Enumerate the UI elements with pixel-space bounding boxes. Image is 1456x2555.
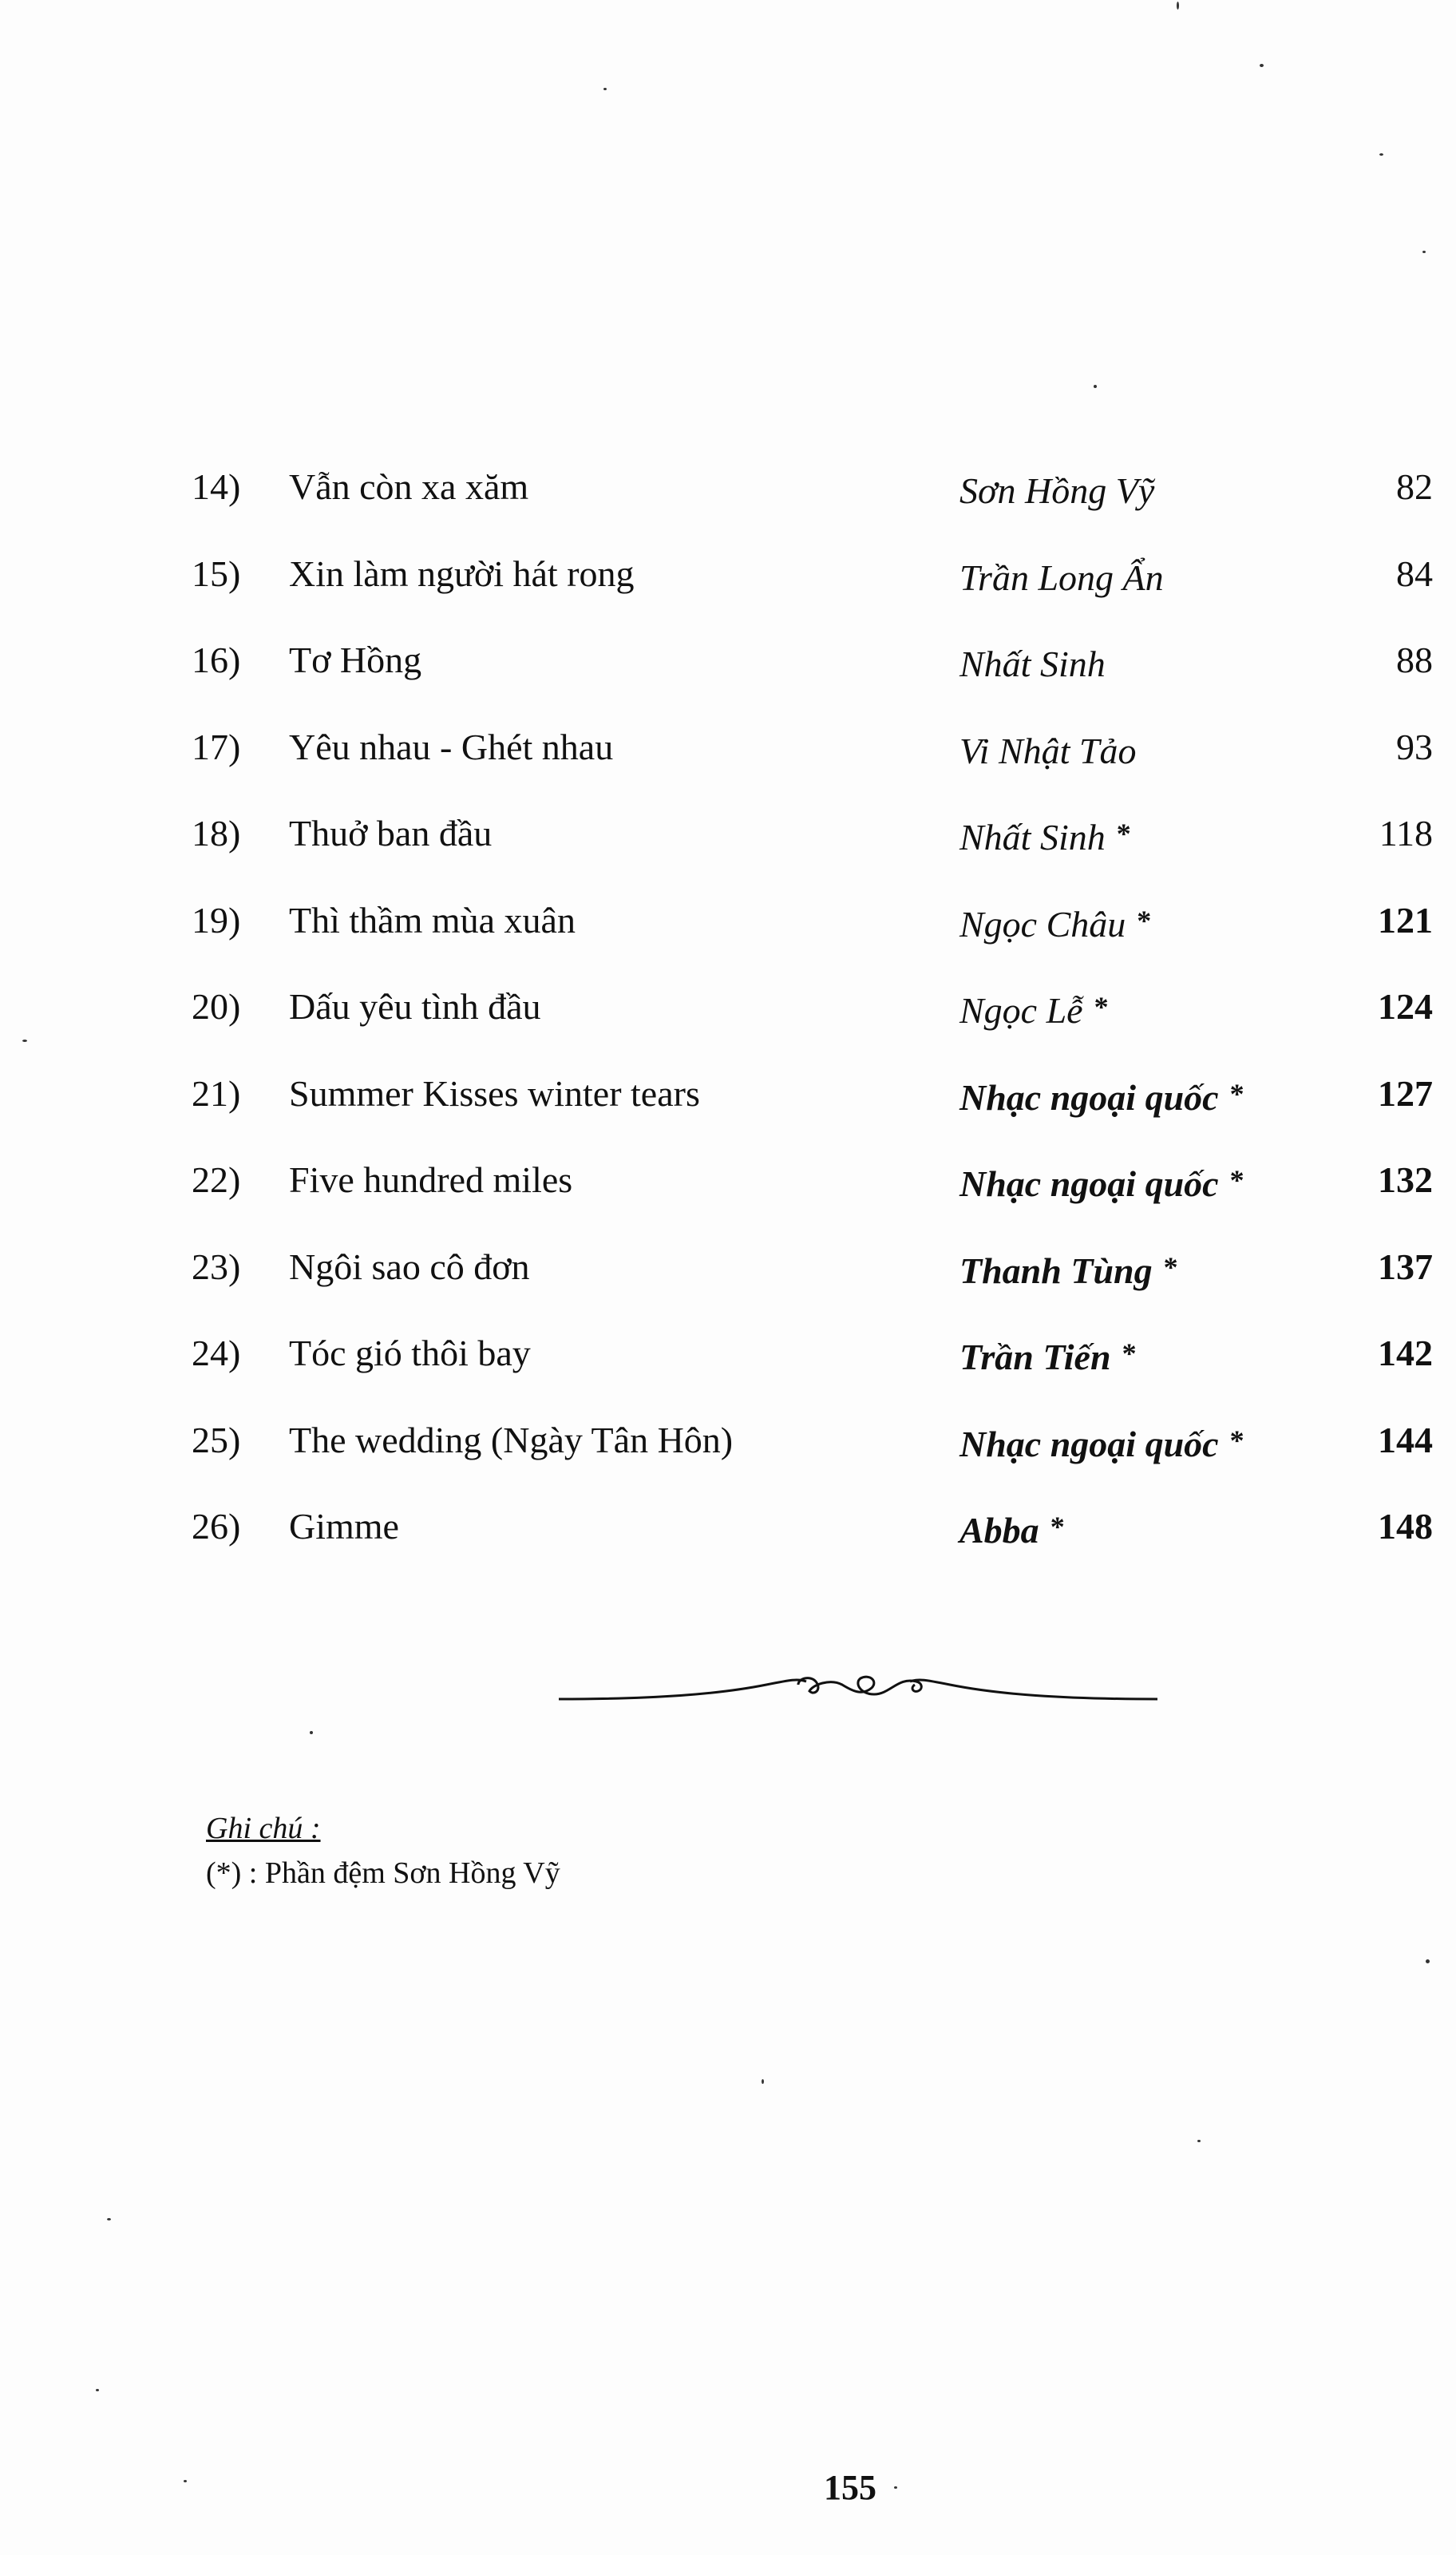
composer: Nhất Sinh: [959, 644, 1106, 684]
song-title: Dấu yêu tình đầu: [289, 986, 541, 1027]
scan-speck: [762, 2079, 764, 2084]
entry-number: 25): [192, 1419, 241, 1460]
page-ref: 88: [1396, 640, 1433, 680]
scan-speck: [1094, 385, 1097, 388]
entry-number: 15): [192, 553, 241, 594]
composer: Nhạc ngoại quốc *: [959, 1076, 1244, 1118]
accompaniment-mark: *: [1229, 1077, 1244, 1110]
entry-number: 19): [192, 899, 241, 941]
composer: Trần Tiến *: [959, 1337, 1137, 1377]
scan-speck: [184, 2480, 187, 2482]
toc-entry: [192, 459, 1453, 546]
song-title: The wedding (Ngày Tân Hôn): [289, 1419, 734, 1460]
song-title: Five hundred miles: [289, 1159, 573, 1200]
accompaniment-mark: *: [1229, 1164, 1244, 1196]
scan-speck: [107, 2218, 111, 2220]
composer: Thanh Tùng *: [959, 1250, 1178, 1291]
entry-number: 21): [192, 1072, 241, 1114]
entry-number: 23): [192, 1246, 241, 1287]
composer: Sơn Hồng Vỹ: [959, 470, 1155, 511]
page-ref: 144: [1378, 1419, 1433, 1460]
accompaniment-mark: *: [1116, 818, 1131, 850]
page-ref: 127: [1378, 1072, 1433, 1114]
entry-number: 18): [192, 813, 241, 854]
toc-entry: [192, 806, 1453, 893]
toc-entry: [192, 1239, 1453, 1326]
song-title: Summer Kisses winter tears: [289, 1072, 700, 1114]
scan-speck: [96, 2389, 99, 2391]
toc-entry: [192, 1499, 1453, 1586]
page-ref: 142: [1378, 1333, 1433, 1373]
page-ref: 84: [1396, 553, 1433, 594]
toc-entry: [192, 979, 1453, 1066]
composer: Nhạc ngoại quốc *: [959, 1423, 1244, 1464]
toc-entry: [192, 719, 1453, 806]
page-number: 155: [824, 2468, 876, 2507]
toc-entry: [192, 893, 1453, 980]
composer: Ngọc Lễ *: [959, 990, 1109, 1031]
note-text: (*) : Phần đệm Sơn Hồng Vỹ: [206, 1856, 560, 1890]
toc-entry: [192, 546, 1453, 633]
scan-speck: [1422, 251, 1426, 253]
page-ref: 137: [1378, 1246, 1433, 1287]
page-ref: 148: [1378, 1506, 1433, 1547]
entry-number: 16): [192, 640, 241, 680]
accompaniment-mark: *: [1137, 904, 1152, 937]
page-ref: 121: [1378, 899, 1433, 941]
song-title: Thuở ban đầu: [289, 813, 493, 854]
song-title: Tóc gió thôi bay: [289, 1333, 531, 1373]
page-ref: 93: [1396, 726, 1433, 767]
composer: Nhạc ngoại quốc *: [959, 1163, 1244, 1204]
song-title: Yêu nhau - Ghét nhau: [289, 726, 614, 767]
scan-speck: [894, 2486, 897, 2489]
song-title: Vẫn còn xa xăm: [289, 466, 529, 507]
footnote: [206, 1806, 560, 1895]
accompaniment-mark: *: [1050, 1511, 1065, 1543]
note-heading: Ghi chú :: [206, 1812, 321, 1845]
accompaniment-mark: *: [1122, 1337, 1137, 1369]
flourish-divider: [559, 1661, 1157, 1717]
toc-entry: [192, 1152, 1453, 1239]
table-of-contents: [192, 459, 1453, 1586]
song-title: Ngôi sao cô đơn: [289, 1246, 530, 1287]
page-ref: 118: [1379, 813, 1433, 854]
composer: Abba *: [959, 1510, 1065, 1551]
toc-entry: [192, 1066, 1453, 1153]
song-title: Tơ Hồng: [289, 640, 422, 680]
entry-number: 17): [192, 726, 241, 767]
page-ref: 132: [1378, 1159, 1433, 1200]
entry-number: 14): [192, 466, 241, 507]
song-title: Xin làm người hát rong: [289, 553, 635, 594]
scan-speck: [1426, 1959, 1430, 1963]
entry-number: 24): [192, 1333, 241, 1373]
scan-speck: [310, 1731, 313, 1734]
entry-number: 26): [192, 1506, 241, 1547]
song-title: Gimme: [289, 1506, 399, 1547]
page-ref: 124: [1378, 986, 1433, 1027]
toc-entry: [192, 1412, 1453, 1499]
composer: Nhất Sinh *: [959, 817, 1131, 858]
composer: Trần Long Ẩn: [959, 557, 1164, 598]
page-ref: 82: [1396, 466, 1433, 507]
toc-entry: [192, 632, 1453, 719]
entry-number: 22): [192, 1159, 241, 1200]
scan-speck: [1177, 2, 1179, 10]
scan-speck: [1197, 2140, 1201, 2142]
accompaniment-mark: *: [1163, 1250, 1178, 1283]
scan-speck: [603, 88, 607, 90]
composer: Vi Nhật Tảo: [959, 730, 1137, 771]
toc-entry: [192, 1325, 1453, 1412]
scan-speck: [22, 1040, 27, 1042]
accompaniment-mark: *: [1229, 1424, 1244, 1456]
song-title: Thì thầm mùa xuân: [289, 899, 576, 941]
composer: Ngọc Châu *: [959, 903, 1152, 945]
entry-number: 20): [192, 986, 241, 1027]
accompaniment-mark: *: [1094, 991, 1109, 1023]
scan-speck: [1260, 64, 1264, 67]
scan-speck: [1379, 153, 1383, 156]
